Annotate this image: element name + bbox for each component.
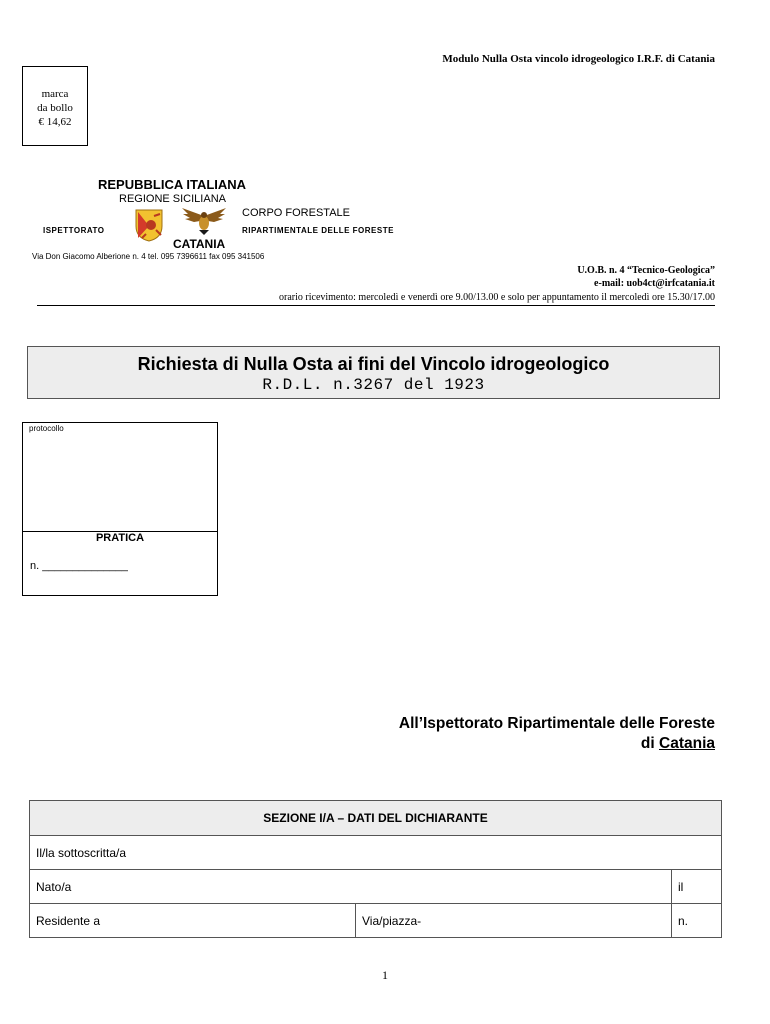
addressee-line: All’Ispettorato Ripartimentale delle Foreste [398,715,715,732]
date-of-birth-field[interactable]: il [672,870,722,904]
sottoscritto-field[interactable]: Il/la sottoscritta/a [30,836,722,870]
via-field[interactable]: Via/piazza- [356,904,672,938]
stamp-line-3: € 14,62 [38,116,72,128]
section-heading: SEZIONE I/A – DATI DEL DICHIARANTE [30,801,722,836]
pratica-label: PRATICA [95,532,145,544]
table-row [30,870,722,904]
eagle-emblem-icon [180,206,228,236]
pratica-number-field[interactable]: n. ______________ [30,560,128,572]
uob-label: U.O.B. n. 4 “Tecnico-Geologica” [577,265,715,276]
stamp-line-1: marca [41,88,69,100]
email-label: e-mail: uob4ct@irfcatania.it [594,278,715,289]
addressee-city-line [641,735,715,753]
table-row [30,836,722,870]
form-reference-note: Modulo Nulla Osta vincolo idrogeologico I.R.F. di Catania [442,53,715,65]
revenue-stamp-box [22,66,88,146]
city-heading: CATANIA [173,237,226,251]
document-title-box [27,346,720,399]
ripartimentale-label: RIPARTIMENTALE DELLE FORESTE [242,226,394,235]
republic-heading: REPUBBLICA ITALIANA [98,177,247,192]
addressee-city: Catania [659,735,715,752]
region-heading: REGIONE SICILIANA [119,193,226,205]
office-hours: orario ricevimento: mercoledì e venerdì ore 9.00/13.00 e solo per appuntamento il mercoledì ore 15.30/17.00 [279,292,715,303]
office-address: Via Don Giacomo Alberione n. 4 tel. 095 7396611 fax 095 341506 [32,252,265,261]
ispettorato-label: ISPETTORATO [43,226,105,235]
document-subtitle: R.D.L. n.3267 del 1923 [262,376,485,394]
corpo-forestale-label: CORPO FORESTALE [242,207,350,219]
addressee-prefix: di [640,735,659,752]
stamp-line-2: da bollo [37,102,73,114]
sicily-shield-icon [134,208,164,242]
table-row [30,904,722,938]
page-number: 1 [382,968,388,982]
document-title: Richiesta di Nulla Osta ai fini del Vincolo idrogeologico [137,354,610,374]
street-number-field[interactable]: n. [672,904,722,938]
declarant-section-table [29,800,722,938]
header-divider [37,305,715,306]
protocol-label: protocollo [29,424,64,433]
section-header-row [30,801,722,836]
protocol-box [22,422,218,596]
residente-field[interactable]: Residente a [30,904,356,938]
nato-field[interactable]: Nato/a [30,870,672,904]
